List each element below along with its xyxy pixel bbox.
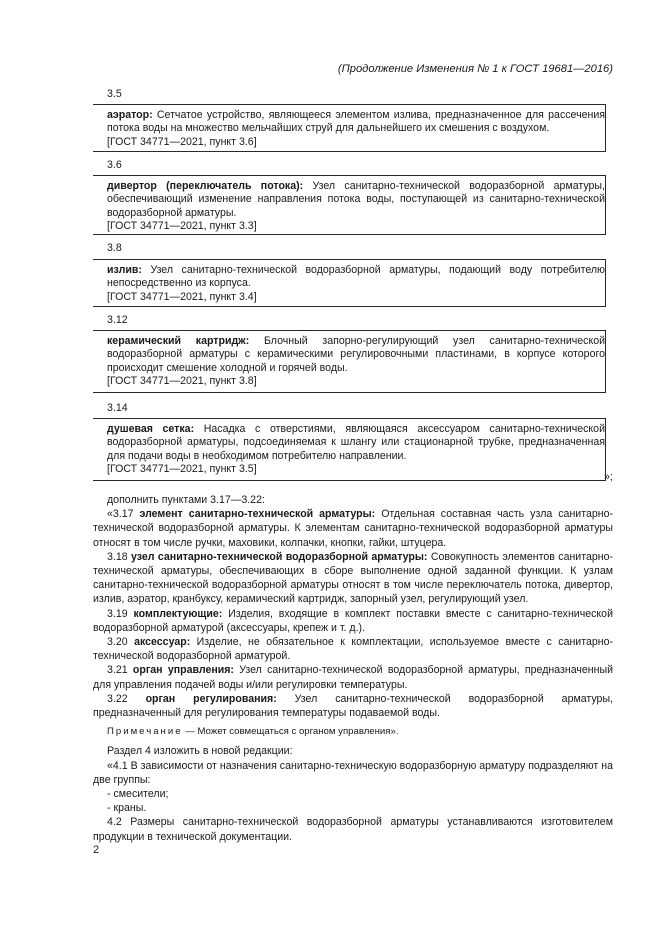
reference: [ГОСТ 34771—2021, пункт 3.6] <box>107 135 257 148</box>
term: керамический картридж: <box>107 335 250 347</box>
list-item: - смесители; <box>107 788 169 801</box>
definition: Насадка с отверстиями, являющаяся аксессуаром санитарно-технической водоразборной арматуры, подсоединяемая к шлангу или стационарной трубке, предназначенная для подачи воды в необходимом потребителю направлении. <box>107 423 605 462</box>
term-entry-box <box>93 104 606 152</box>
entry-number: 3.5 <box>107 88 122 100</box>
term-entry-box <box>93 330 606 393</box>
item-number: 3.20 <box>107 636 135 649</box>
definition: Узел санитарно-технической водоразборной арматуры, подающий воду потребителю непосредственно из корпуса. <box>107 264 605 290</box>
term: комплектующие: <box>133 607 223 620</box>
term: аэратор: <box>107 109 153 121</box>
page-header: (Продолжение Изменения № 1 к ГОСТ 19681—2016) <box>337 63 613 75</box>
definition: Узел санитарно-технической водоразборной арматуры, предназначенный для регулирования температуры подаваемой воды. <box>93 692 613 720</box>
item-number: «3.17 <box>107 508 140 521</box>
note-text: — Может совмещаться с органом управления». <box>182 726 399 738</box>
reference: [ГОСТ 34771—2021, пункт 3.3] <box>107 220 257 233</box>
term-entry-box <box>93 259 606 307</box>
reference: [ГОСТ 34771—2021, пункт 3.4] <box>107 290 257 303</box>
term-entry-box <box>93 418 606 481</box>
closing-quote-mark: »; <box>604 471 613 483</box>
paragraph-3-20 <box>93 635 613 663</box>
paragraph-3-22 <box>93 692 613 720</box>
note <box>93 725 613 739</box>
item-number: 3.18 <box>107 550 132 563</box>
entry-number: 3.12 <box>107 314 128 326</box>
paragraph-3-19 <box>93 607 613 635</box>
definition: Узел санитарно-технической водоразборной арматуры, обеспечивающий изменение направления потока воды, поступающей из санитарно-технической водоразборной арматуры. <box>107 180 605 219</box>
note-label: Примечание <box>107 726 183 738</box>
item-number: 3.22 <box>107 692 146 705</box>
paragraph-4-2: 4.2 Размеры санитарно-технической водоразборной арматуры устанавливаются изготовителем продукции в технической документации. <box>93 816 613 843</box>
reference: [ГОСТ 34771—2021, пункт 3.5] <box>107 463 257 476</box>
definition: Изделие, не обязательное к комплектации, используемое вместе с санитарно-технической водоразборной арматурой. <box>93 636 614 663</box>
term-entry-box <box>93 175 606 235</box>
list-item: - краны. <box>107 802 147 815</box>
term: излив: <box>107 264 142 276</box>
term: орган управления: <box>132 664 234 677</box>
entry-number: 3.14 <box>107 402 128 414</box>
term: орган регулирования: <box>145 692 277 705</box>
reference: [ГОСТ 34771—2021, пункт 3.8] <box>107 375 257 388</box>
page-number: 2 <box>93 844 100 856</box>
term: аксессуар: <box>134 636 191 649</box>
term: дивертор (переключатель потока): <box>107 180 304 192</box>
paragraph-intro: дополнить пунктами 3.17—3.22: <box>107 494 265 506</box>
paragraph-4-1: «4.1 В зависимости от назначения санитарно-техническую водоразборную арматуру подразделяют на две группы: <box>93 759 613 786</box>
definition: Сетчатое устройство, являющееся элементом излива, предназначенное для рассечения потока воды на множество мельчайших струй для дальнейшего их смешения с воздухом. <box>107 109 605 135</box>
body-text <box>93 493 613 844</box>
paragraph-section4: Раздел 4 изложить в новой редакции: <box>107 745 293 758</box>
entry-number: 3.8 <box>107 242 122 254</box>
paragraph-3-21 <box>93 663 613 691</box>
entry-number: 3.6 <box>107 159 122 171</box>
definition: Узел санитарно-технической водоразборной арматуры, предназначенный для управления подачей воды и/или регулировки температуры. <box>93 664 614 691</box>
definition: Блочный запорно-регулирующий узел санитарно-технической водоразборной арматуры с керамическими регулировочными пластинами, в корпусе которого происходит смешение холодной и горячей воды. <box>107 335 606 374</box>
item-number: 3.19 <box>107 607 134 620</box>
definition: Отдельная составная часть узла санитарно-технической водоразборной арматуры. К элементам санитарно-технической водоразборной арматуры относят в том числе ручки, маховики, колпачки, кнопки, гайки, штуцера. <box>93 508 613 549</box>
item-number: 3.21 <box>107 664 133 677</box>
definition: Совокупность элементов санитарно-технической арматуры, обеспечивающих в сборе выполнение одной заданной функции. К узлам санитарно-технической водоразборной арматуры относят в том числе переключатель потока, дивертор, излив, аэратор, кранбуксу, керамический картридж, запорный узел, регулирующий узел. <box>93 550 614 606</box>
term: душевая сетка: <box>107 423 195 435</box>
term: узел санитарно-технической водоразборной арматуры: <box>131 550 428 563</box>
paragraph-3-18 <box>93 550 613 607</box>
definition: Изделия, входящие в комплект поставки вместе с санитарно-технической водоразборной арматурой (аксессуары, крепеж и т. д.). <box>93 607 613 634</box>
term: элемент санитарно-технической арматуры: <box>139 508 376 521</box>
paragraph-3-17 <box>93 507 613 550</box>
